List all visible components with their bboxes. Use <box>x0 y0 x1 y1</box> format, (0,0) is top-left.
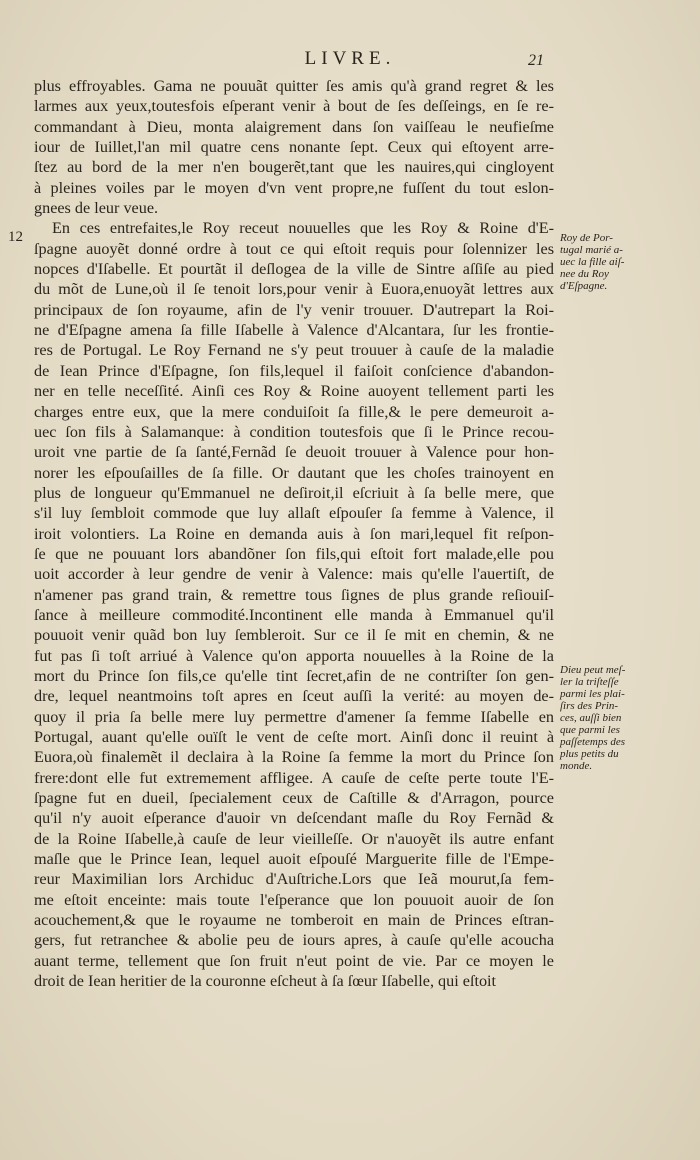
text-line: iroit volontiers. La Roine en demanda auis à ſon mari,lequel fit reſpon- <box>34 524 554 543</box>
text-line: quoy il pria ſa belle mere luy permettre d'amener ſa femme Iſabelle en <box>34 707 554 726</box>
paragraph-number: 12 <box>8 229 23 245</box>
side-note-line: ſirs des Prin- <box>560 700 619 712</box>
text-line: ſpagne fut en dueil, ſpecialement ceux de Caſtille & d'Arragon, pource <box>34 789 554 808</box>
text-line: du mõt de Lune,où il ſe tenoit lors,pour venir à Euora,enuoyãt lettres aux <box>34 280 554 299</box>
side-note-line: nee du Roy <box>560 268 609 280</box>
text-line: ſpagne auoyẽt donné ordre à tout ce qui eſtoit requis pour ſolennizer les <box>34 239 554 258</box>
text-line: uoit accorder à leur gendre de venir à Valence: mais qu'elle l'auertiſt, de <box>34 565 554 584</box>
text-line: de la Roine Iſabelle,à cauſe de leur vieilleſſe. Or n'auoyẽt ils autre enfant <box>34 829 554 848</box>
side-note-line: plus petits du <box>560 748 619 760</box>
text-line: mort du Prince ſon fils,ce qu'elle tint ſecret,afin de ne contriſter ſon gen- <box>34 666 554 685</box>
text-line: En ces entrefaites,le Roy receut nouuelles que les Roy & Roine d'E- <box>52 219 554 238</box>
side-note-line: d'Eſpagne. <box>560 280 608 292</box>
text-line: ſtez au bord de la mer n'en bougerẽt,tant que les nauires,qui cingloyent <box>34 158 554 177</box>
side-note-line: ler la triſteſſe <box>560 676 619 688</box>
running-head: LIVRE. <box>304 48 396 69</box>
text-line: gnees de leur veue. <box>34 199 159 218</box>
text-line: à pleines voiles par le moyen d'vn vent propre,ne fuſſent du tout eslon- <box>34 178 554 197</box>
text-line: uroit vne partie de ſa ſanté,Fernãd ſe deuoit trouuer à Valence pour hon- <box>34 443 554 462</box>
text-line: plus de longueur qu'Emmanuel ne deſiroit,il eſcriuit à ſa belle mere, que <box>34 483 554 502</box>
text-line: Euora,où finalemẽt il declaira à la Roine ſa femme la mort du Prince ſon <box>34 748 554 767</box>
text-line: auant terme, tellement que ſon fruit n'eut point de vie. Par ce moyen le <box>34 951 554 970</box>
text-line: de Iean Prince d'Eſpagne, ſon fils,lequel il faiſoit conſcience d'abandon- <box>34 361 554 380</box>
text-line: ne d'Eſpagne amena ſa fille Iſabelle à Valence d'Alcantara, ſur les frontie- <box>34 321 554 340</box>
text-line: commandant à Dieu, monta alaigrement dans ſon vaiſſeau le neufieſme <box>34 117 554 136</box>
text-line: Portugal, auant qu'elle ouïſt le vent de ceſte mort. Ainſi donc il reuint à <box>34 728 554 746</box>
text-line: ſe que ne pouuant lors abandõner ſon fils,qui eſtoit fort malade,elle pou <box>34 544 554 563</box>
side-note-sorrow <box>560 664 670 772</box>
text-line: nopces d'Iſabelle. Et pourtãt il deſlogea de la ville de Sintre aſſiſe au pied <box>34 260 554 279</box>
text-line: qu'il n'y auoit eſperance d'auoir vn deſcendant maſle du Roy Fernãd & <box>34 809 554 828</box>
text-line: n'amener pas grand train, & remettre tous ſignes de plus grande reſiouiſ- <box>34 585 554 604</box>
text-line: s'il luy ſembloit commode que luy allaſt eſpouſer ſa femme à Valence, il <box>34 504 554 523</box>
body-text <box>34 76 554 991</box>
side-note-line: tugal marié a- <box>560 244 623 256</box>
side-note-line: paſſetemps des <box>560 736 626 748</box>
text-line: acouchement,& que le royaume ne tomberoit en main de Princes eſtran- <box>34 911 554 930</box>
text-line: principaux de ſon royaume, afin de l'y venir trouuer. D'autrepart la Roi- <box>34 300 554 319</box>
text-line: reur Maximilian lors Archiduc d'Auſtriche.Lors que Ieã mourut,ſa fem- <box>34 870 554 889</box>
side-note-line: que parmi les <box>560 724 620 736</box>
text-line: ſance à meilleure commodité.Incontinent elle manda à Emmanuel qu'il <box>34 605 554 624</box>
side-note-line: parmi les plai- <box>560 688 625 700</box>
text-line: plus effroyables. Gama ne pouuãt quitter ſes amis qu'à grand regret & les <box>34 77 554 95</box>
text-line: dre, lequel neantmoins toſt apres en ſceut auſſi la verité: au moyen de- <box>34 687 554 706</box>
side-note-line: ces, auſſi bien <box>560 712 622 724</box>
text-line: droit de Iean heritier de la couronne eſcheut à ſa ſœur Iſabelle, qui eſtoit <box>34 972 497 991</box>
side-note-line: Dieu peut meſ- <box>560 664 626 676</box>
text-line: frere:dont elle fut extremement affligee. A cauſe de ceſte perte toute l'E- <box>34 768 554 787</box>
side-note-marriage <box>560 232 670 292</box>
text-line: gers, fut retranchee & abolie peu de iours apres, à cauſe qu'elle acoucha <box>34 931 554 950</box>
text-line: fut pas ſi toſt arriué à Valence qu'on apporta nouuelles à la Roine de la <box>34 646 554 665</box>
side-note-line: monde. <box>560 760 593 772</box>
page-number: 21 <box>528 52 544 69</box>
side-note-line: uec la fille aiſ- <box>560 256 625 268</box>
text-line: ner en telle neceſſité. Ainſi ces Roy & Roine auoyent tellement parti les <box>34 382 554 401</box>
text-line: larmes aux yeux,toutesfois eſperant venir à bout de ſes deſſeings, en ſe re- <box>34 97 554 116</box>
text-line: maſle que le Prince Iean, lequel auoit eſpouſé Marguerite fille de l'Empe- <box>34 850 554 869</box>
side-note-line: Roy de Por- <box>560 232 613 244</box>
text-line: iour de Iuillet,l'an mil quatre cens nonante ſept. Ceux qui eſtoyent arre- <box>34 138 554 157</box>
text-line: uec ſon fils à Salamanque: à condition toutesfois que ſi le Prince recou- <box>34 422 554 441</box>
text-line: pouuoit venir quãd bon luy ſembleroit. Sur ce il ſe mit en chemin, & ne <box>34 626 554 645</box>
text-line: res de Portugal. Le Roy Fernand ne s'y peut trouuer à cauſe de la maladie <box>34 341 554 360</box>
text-line: charges entre eux, que la mere conduiſoit ſa fille,& le pere demeuroit a- <box>34 402 554 421</box>
text-line: norer les eſpouſailles de ſa fille. Or dautant que les choſes trainoyent en <box>34 463 554 482</box>
text-line: me eſtoit enceinte: mais toute l'eſperance que lon pouuoit auoir de ſon <box>34 890 554 909</box>
